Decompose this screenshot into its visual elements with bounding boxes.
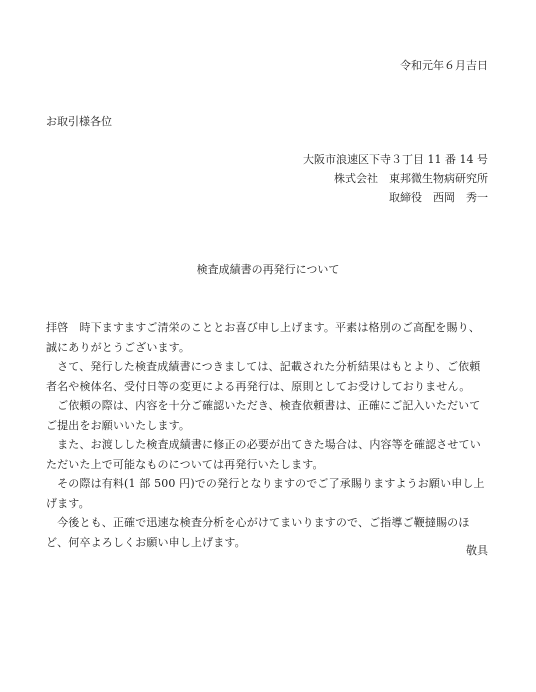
paragraph-policy: さて、発行した検査成績書につきましては、記載された分析結果はもとより、ご依頼者名や検体名、受付日等の変更による再発行は、原則としてお受けしておりません。: [46, 360, 481, 393]
paragraph-fee: その際は有料(1 部 500 円)での発行となりますのでご了承賜りますようお願い申し上げます。: [46, 477, 485, 510]
letter-body: [46, 318, 490, 552]
sender-company: 株式会社 東邦微生物病研究所: [334, 172, 488, 185]
paragraph-correction: また、お渡しした検査成績書に修正の必要が出てきた場合は、内容等を確認させていただいた上で可能なものについては再発行いたします。: [46, 438, 481, 471]
sender-block: [303, 150, 488, 207]
sender-address: 大阪市浪速区下寺３丁目 11 番 14 号: [303, 153, 488, 166]
letter-date: 令和元年６月吉日: [400, 59, 488, 72]
letter-subject: 検査成績書の再発行について: [196, 263, 340, 276]
closing-word: 敬具: [466, 544, 488, 557]
paragraph-request: ご依頼の際は、内容を十分ご確認いただき、検査依頼書は、正確にご記入いただいてご提出をお願いいたします。: [46, 399, 481, 432]
sender-representative: 取締役 西岡 秀一: [389, 191, 488, 204]
paragraph-closing-remarks: 今後とも、正確で迅速な検査分析を心がけてまいりますので、ご指導ご鞭撻賜のほど、何卒よろしくお願い申し上げます。: [46, 516, 470, 549]
recipient: お取引様各位: [46, 115, 112, 128]
paragraph-greeting: 拝啓 時下ますますご清栄のこととお喜び申し上げます。平素は格別のご高配を賜り、誠にありがとうございます。: [46, 321, 480, 354]
